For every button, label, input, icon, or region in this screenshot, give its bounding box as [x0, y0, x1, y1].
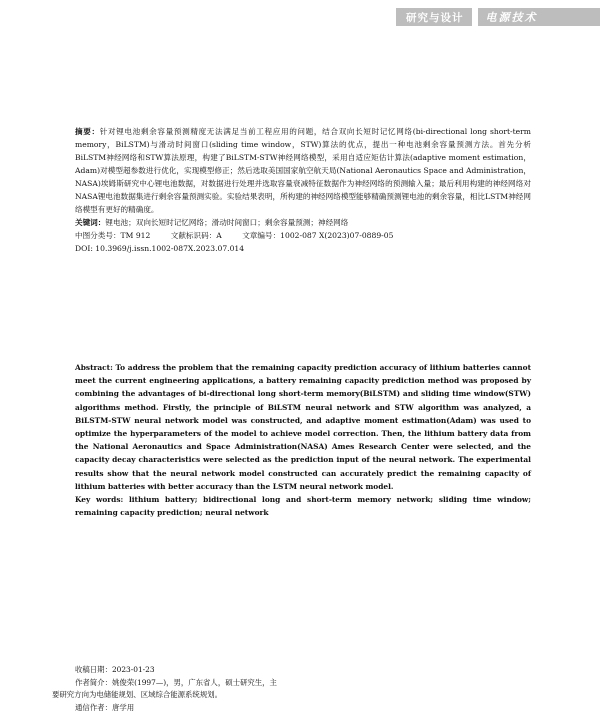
english-abstract: [75, 361, 531, 519]
chinese-abstract: [75, 125, 531, 255]
english-keywords-label: Key words:: [75, 495, 124, 505]
author-info-line1: 作者简介：姚俊荣(1997—)，男，广东省人，硕士研究生，主: [75, 677, 277, 687]
author-info-line2: 要研究方向为电储能规划、区域综合能源系统规划。: [52, 690, 222, 700]
header-divider: [472, 8, 478, 26]
received-date: 收稿日期：2023-01-23: [75, 665, 155, 674]
doi: DOI: 10.3969/j.issn.1002-087X.2023.07.014: [75, 244, 245, 253]
document-code: 文献标识码：A: [170, 231, 222, 240]
chinese-keywords: [75, 216, 531, 229]
english-keywords: [75, 493, 531, 519]
chinese-abstract-text: 针对锂电池剩余容量预测精度无法满足当前工程应用的问题，结合双向长短时记忆网络(bi-directional long short-term memory，BiLSTM)与滑动时间窗口(sliding time window，STW)算法的优点，提出一种电池剩余容量预测方法。首先分析BiLSTM神经网络和STW算法原理，构建了BiLSTM-STW神经网络模型，采用自适应矩估计算法(adaptive moment estimation，Adam)对模型超参数进行优化，实现模型修正；然后选取美国国家航空航天局(National Aeronautics Space and Administration，NASA)埃姆斯研究中心锂电池数据，对数据进行处理并选取容量衰减特征数据作为神经网络的预测输入量；最后利用构建的神经网络对NASA锂电池数据集进行剩余容量预测实验。实验结果表明，所构建的神经网络模型能够精确预测锂电池的剩余容量，相比LSTM神经网络模型有更好的精确度。: [75, 127, 531, 214]
chinese-abstract-body: [75, 125, 531, 216]
chinese-keywords-label: 关键词：: [75, 218, 106, 227]
english-abstract-label: Abstract:: [75, 363, 113, 372]
english-abstract-body: [75, 361, 531, 493]
footnote: [52, 664, 312, 714]
clc-number: 中图分类号：TM 912: [75, 231, 151, 240]
journal-header-bar: [396, 8, 600, 26]
chinese-abstract-label: 摘要：: [75, 127, 100, 136]
section-title: 研究与设计: [406, 11, 464, 24]
chinese-keywords-text: 锂电池；双向长短时记忆网络；滑动时间窗口；剩余容量预测；神经网络: [105, 218, 349, 227]
english-keywords-text: lithium battery; bidirectional long and short-term memory network; sliding time window; remaining capacity prediction; neural network: [75, 495, 532, 518]
article-number: 文章编号：1002-087 X(2023)07-0889-05: [242, 231, 394, 240]
journal-name: 电源技术: [485, 11, 538, 24]
classification-line: [75, 229, 531, 242]
corresponding-author: 通信作者：唐学用: [75, 702, 135, 712]
english-abstract-text: To address the problem that the remaining capacity prediction accuracy of lithium batteries cannot meet the current engineering applications, a battery remaining capacity prediction method was proposed by combining the advantages of bi-directional long short-term memory(BiLSTM) and sliding time window(STW) algorithms method. Firstly, the principle of BiLSTM neural network and STW algorithm was analyzed, a BiLSTM-STW neural network model was constructed, and adaptive moment estimation(Adam) was used to optimize the hyperparameters of the model to achieve model correction. Then, the lithium battery data from the National Aeronautics and Space Administration(NASA) Ames Research Center were selected, and the capacity decay characteristics were selected as the prediction input of the neural network. The experimental results show that the neural network model constructed can accurately predict the remaining capacity of lithium batteries with better accuracy than the LSTM neural network model.: [75, 363, 531, 491]
